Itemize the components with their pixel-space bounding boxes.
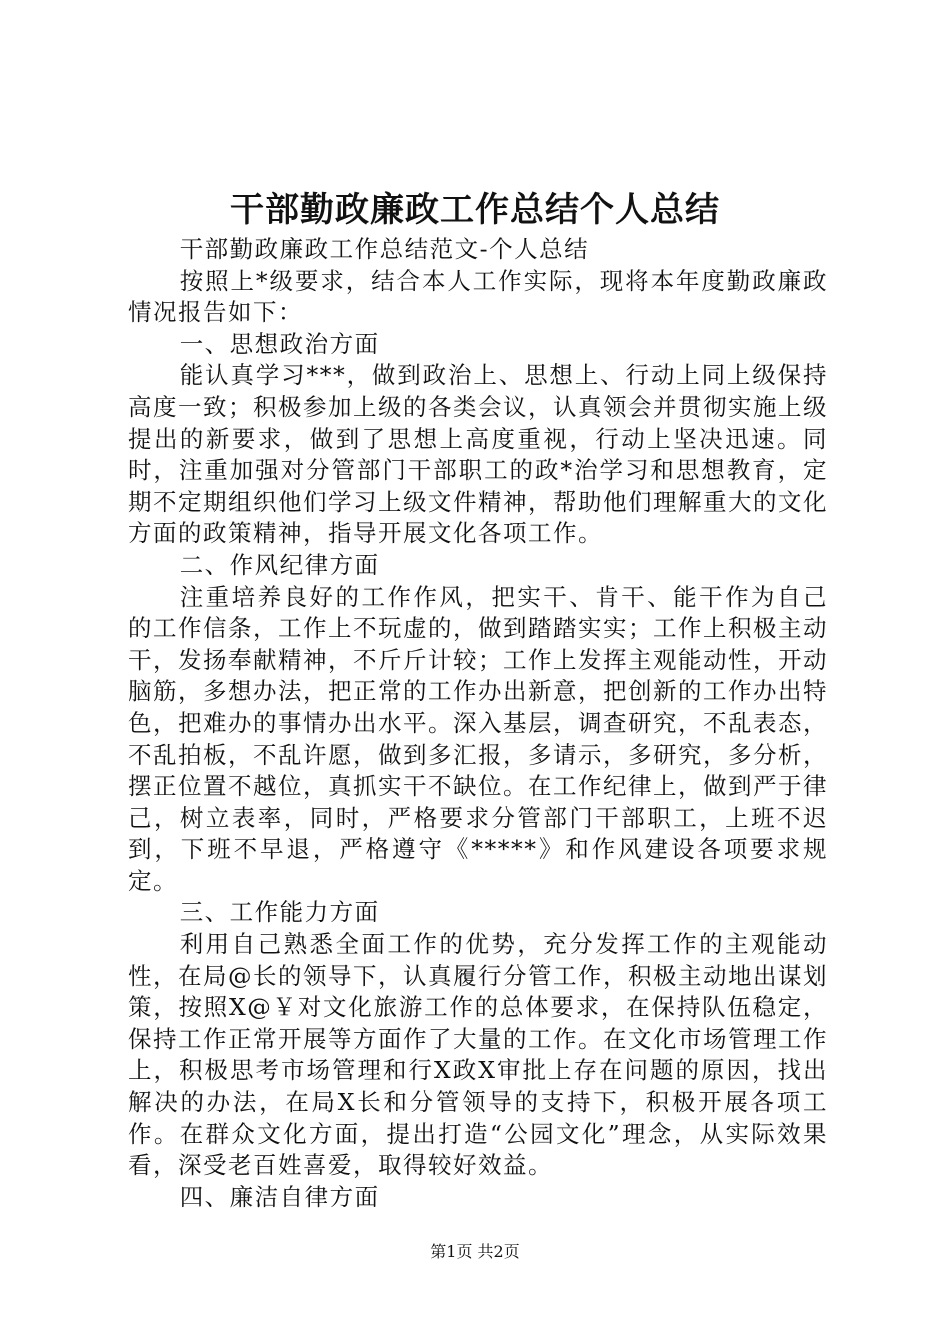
section-heading-1: 一、思想政治方面 — [179, 329, 380, 358]
page-number-footer: 第1页 共2页 — [430, 1242, 520, 1261]
intro-paragraph: 按照上*级要求，结合本人工作实际，现将本年度勤政廉政情况报告如下： — [128, 266, 828, 327]
document-title: 干部勤政廉政工作总结个人总结 — [230, 190, 720, 230]
section-paragraph-1: 能认真学习***，做到政治上、思想上、行动上同上级保持高度一致；积极参加上级的各类会议，认真领会并贯彻实施上级提出的新要求，做到了思想上高度重视，行动上坚决迅速。同时，注重加强对分管部门干部职工的政*治学习和思想教育，定期不定期组织他们学习上级文件精神，帮助他们理解重大的文化方面的政策精神，指导开展文化各项工作。 — [128, 361, 828, 548]
subtitle-paragraph: 干部勤政廉政工作总结范文-个人总结 — [179, 235, 590, 263]
section-paragraph-2: 注重培养良好的工作作风，把实干、肯干、能干作为自己的工作信条，工作上不玩虚的，做到踏踏实实；工作上积极主动干，发扬奉献精神，不斤斤计较；工作上发挥主观能动性，开动脑筋，多想办法，把正常的工作办出新意，把创新的工作办出特色，把难办的事情办出水平。深入基层，调查研究，不乱表态，不乱拍板，不乱许愿，做到多汇报，多请示，多研究，多分析，摆正位置不越位，真抓实干不缺位。在工作纪律上，做到严于律己，树立表率，同时，严格要求分管部门干部职工，上班不迟到，下班不早退，严格遵守《*****》和作风建设各项要求规定。 — [128, 582, 828, 895]
section-heading-3: 三、工作能力方面 — [179, 898, 380, 927]
section-paragraph-3: 利用自己熟悉全面工作的优势，充分发挥工作的主观能动性，在局@长的领导下，认真履行分管工作，积极主动地出谋划策，按照X@￥对文化旅游工作的总体要求，在保持队伍稳定，保持工作正常开展等方面作了大量的工作。在文化市场管理工作上，积极思考市场管理和行X政X审批上存在问题的原因，找出解决的办法，在局X长和分管领导的支持下，积极开展各项工作。在群众文化方面，提出打造“公园文化”理念，从实际效果看，深受老百姓喜爱，取得较好效益。 — [128, 930, 828, 1180]
section-heading-4: 四、廉洁自律方面 — [179, 1182, 380, 1211]
section-heading-2: 二、作风纪律方面 — [179, 550, 380, 579]
document-body — [128, 234, 828, 1213]
